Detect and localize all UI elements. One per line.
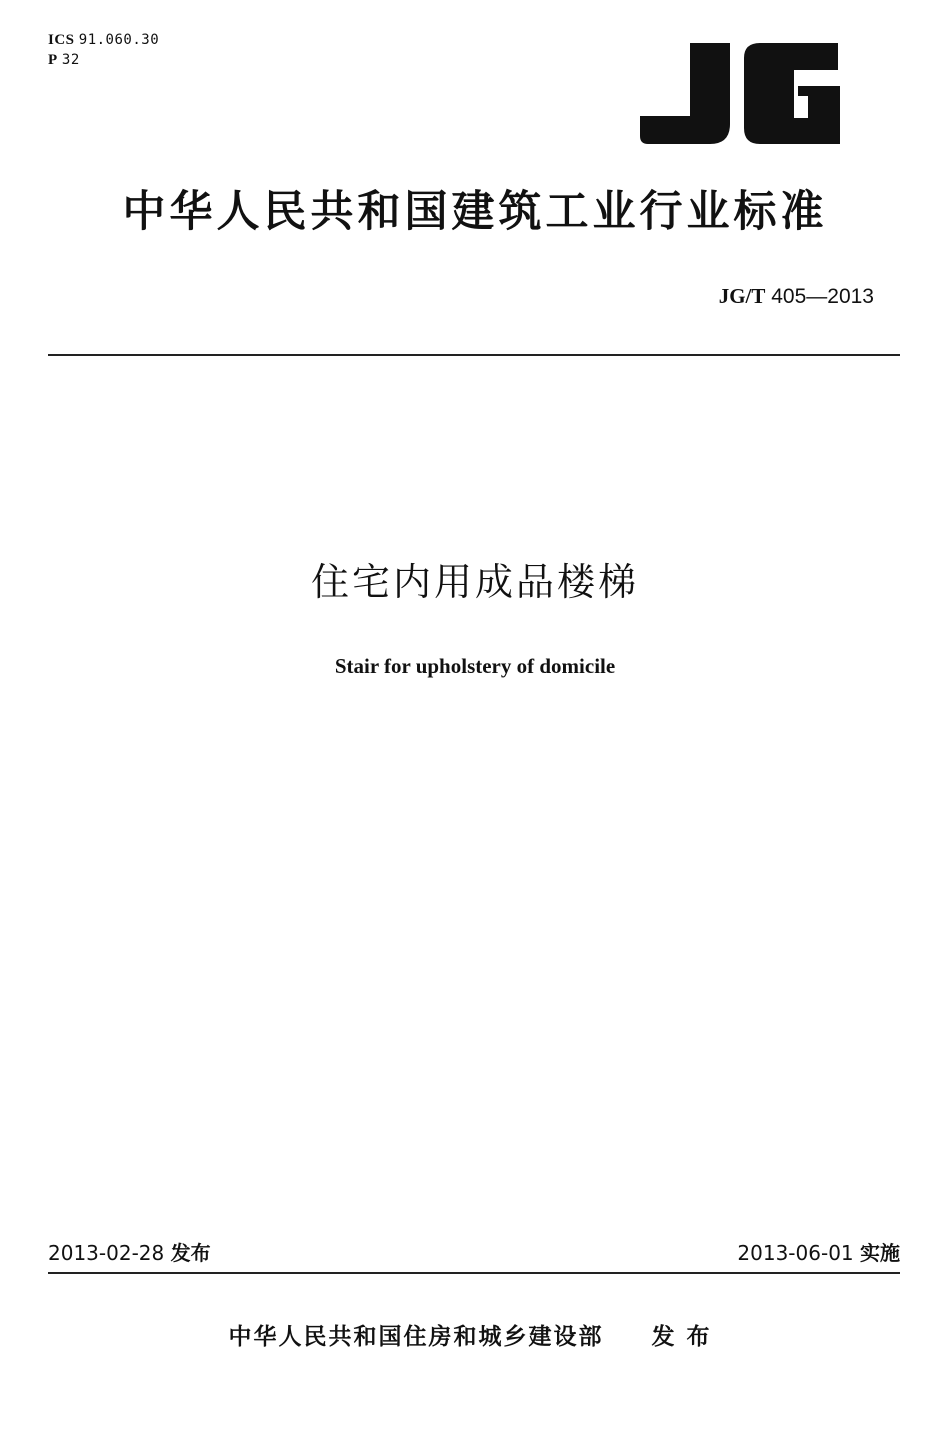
standard-code-prefix: JG/T (718, 284, 766, 308)
jg-logo (638, 40, 842, 146)
ics-label: ICS (48, 32, 75, 48)
effective-date-value: 2013-06-01 (737, 1241, 854, 1265)
document-title-en: Stair for upholstery of domicile (334, 654, 616, 678)
publisher-action: 发布 (651, 1324, 722, 1350)
publisher-org: 中华人民共和国住房和城乡建设部 (228, 1324, 604, 1350)
ics-code (48, 30, 159, 50)
ccs-code (48, 50, 159, 70)
standard-category-title: 中华人民共和国建筑工业行业标准 (122, 187, 828, 237)
standard-code (719, 282, 874, 311)
issue-date (48, 1238, 211, 1268)
ics-number: 91.060.30 (78, 32, 160, 48)
ccs-label: P (48, 52, 58, 68)
logo-letter-g (744, 43, 840, 144)
classification-codes (48, 30, 159, 70)
issue-date-label: 发布 (170, 1241, 211, 1265)
ccs-number: 32 (61, 52, 80, 68)
standard-code-number: 405—2013 (771, 285, 874, 308)
effective-date-label: 实施 (860, 1241, 900, 1265)
issue-date-value: 2013-02-28 (48, 1241, 165, 1265)
effective-date (737, 1238, 900, 1268)
top-divider (48, 354, 900, 356)
bottom-divider (48, 1272, 900, 1274)
logo-letter-j (640, 43, 730, 144)
publisher-line (0, 1320, 950, 1354)
document-title-cn: 住宅内用成品楼梯 (310, 560, 639, 604)
